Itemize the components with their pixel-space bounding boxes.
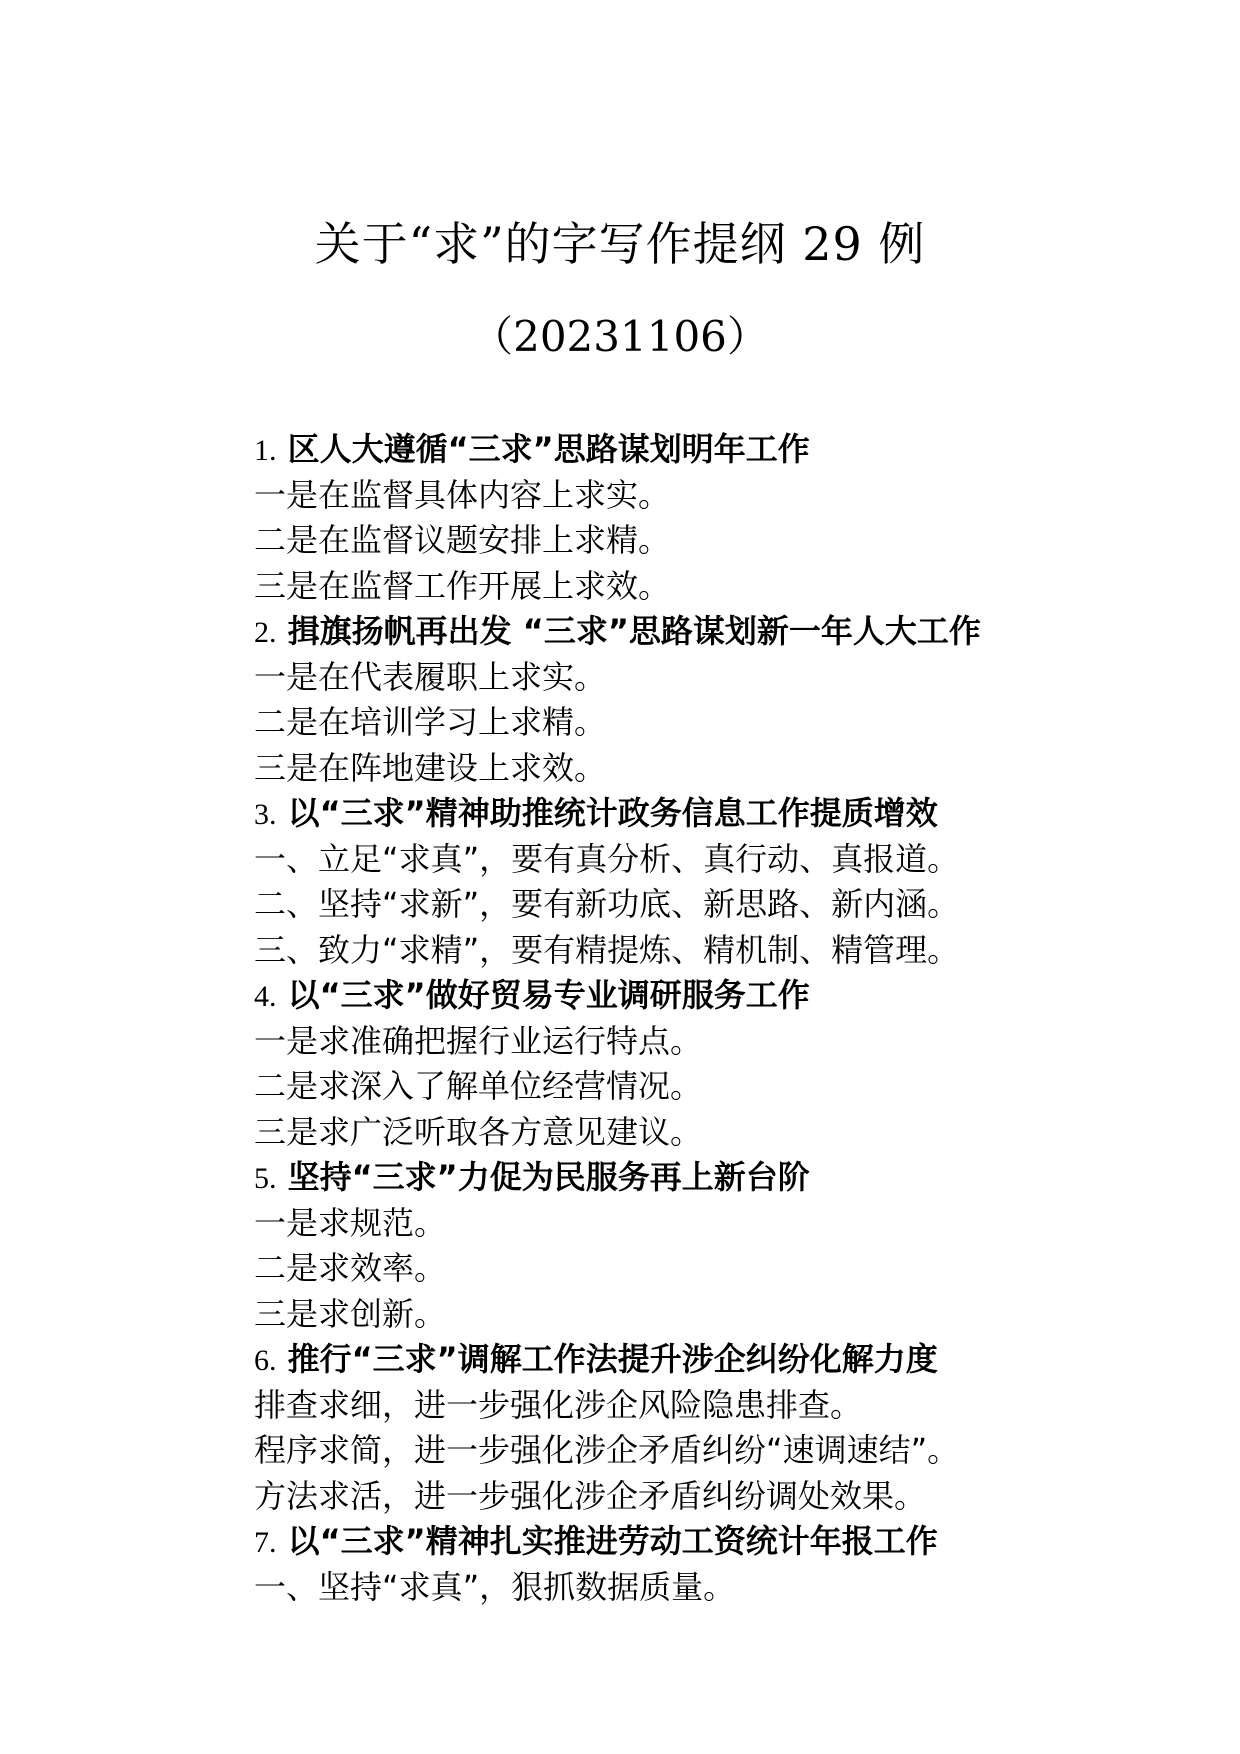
document-title: 关于“求”的字写作提纲 29 例 xyxy=(314,217,926,271)
section-title: 坚持“三求”力促为民服务再上新台阶 xyxy=(287,1158,810,1196)
outline-list xyxy=(254,427,1214,1610)
outline-section-2 xyxy=(254,609,1214,791)
section-item: 一是求准确把握行业运行特点。 xyxy=(254,1021,703,1060)
section-title: 以“三求”精神扎实推进劳动工资统计年报工作 xyxy=(287,1522,938,1560)
section-item: 一、坚持“求真”，狠抓数据质量。 xyxy=(254,1567,736,1606)
outline-section-4 xyxy=(254,973,1214,1155)
section-title: 以“三求”精神助推统计政务信息工作提质增效 xyxy=(287,794,938,832)
section-heading xyxy=(254,1155,1214,1201)
section-number: 5. xyxy=(254,1162,277,1195)
outline-section-6 xyxy=(254,1337,1214,1519)
outline-section-1 xyxy=(254,427,1214,609)
outline-section-3 xyxy=(254,791,1214,973)
section-item: 二是在监督议题安排上求精。 xyxy=(254,521,671,559)
document-date: （20231106） xyxy=(471,312,769,361)
outline-section-7 xyxy=(254,1519,1214,1610)
section-heading xyxy=(254,973,1214,1019)
section-number: 1. xyxy=(254,434,277,467)
section-item: 一是在代表履职上求实。 xyxy=(254,657,607,696)
section-heading xyxy=(254,1519,1214,1565)
section-item: 一是求规范。 xyxy=(254,1203,447,1242)
section-number: 2. xyxy=(254,616,277,649)
section-number: 4. xyxy=(254,980,277,1013)
section-item: 三是在监督工作开展上求效。 xyxy=(254,566,671,605)
section-item: 一、立足“求真”，要有真分析、真行动、真报道。 xyxy=(254,839,960,878)
outline-section-5 xyxy=(254,1155,1214,1337)
section-item: 三是在阵地建设上求效。 xyxy=(254,748,607,787)
section-heading xyxy=(254,791,1214,837)
section-heading xyxy=(254,427,1214,473)
section-number: 7. xyxy=(254,1526,277,1559)
section-item: 程序求简，进一步强化涉企矛盾纠纷“速调速结”。 xyxy=(254,1431,960,1469)
section-item: 二、坚持“求新”，要有新功底、新思路、新内涵。 xyxy=(254,885,960,923)
section-item: 一是在监督具体内容上求实。 xyxy=(254,475,671,514)
section-heading xyxy=(254,609,1214,655)
section-title: 区人大遵循“三求”思路谋划明年工作 xyxy=(287,430,810,468)
section-title: 推行“三求”调解工作法提升涉企纠纷化解力度 xyxy=(287,1340,938,1378)
section-item: 二是求效率。 xyxy=(254,1249,447,1287)
section-item: 方法求活，进一步强化涉企矛盾纠纷调处效果。 xyxy=(254,1476,927,1515)
section-number: 6. xyxy=(254,1344,277,1377)
section-item: 三是求广泛听取各方意见建议。 xyxy=(254,1112,703,1151)
section-number: 3. xyxy=(254,798,277,831)
section-item: 三是求创新。 xyxy=(254,1294,447,1333)
section-item: 二是求深入了解单位经营情况。 xyxy=(254,1067,703,1105)
section-item: 二是在培训学习上求精。 xyxy=(254,703,607,741)
section-item: 排查求细，进一步强化涉企风险隐患排查。 xyxy=(254,1385,863,1424)
section-title: 以“三求”做好贸易专业调研服务工作 xyxy=(287,976,810,1014)
section-item: 三、致力“求精”，要有精提炼、精机制、精管理。 xyxy=(254,930,960,969)
section-heading xyxy=(254,1337,1214,1383)
section-title: 揖旗扬帆再出发 “三求”思路谋划新一年人大工作 xyxy=(287,612,981,650)
